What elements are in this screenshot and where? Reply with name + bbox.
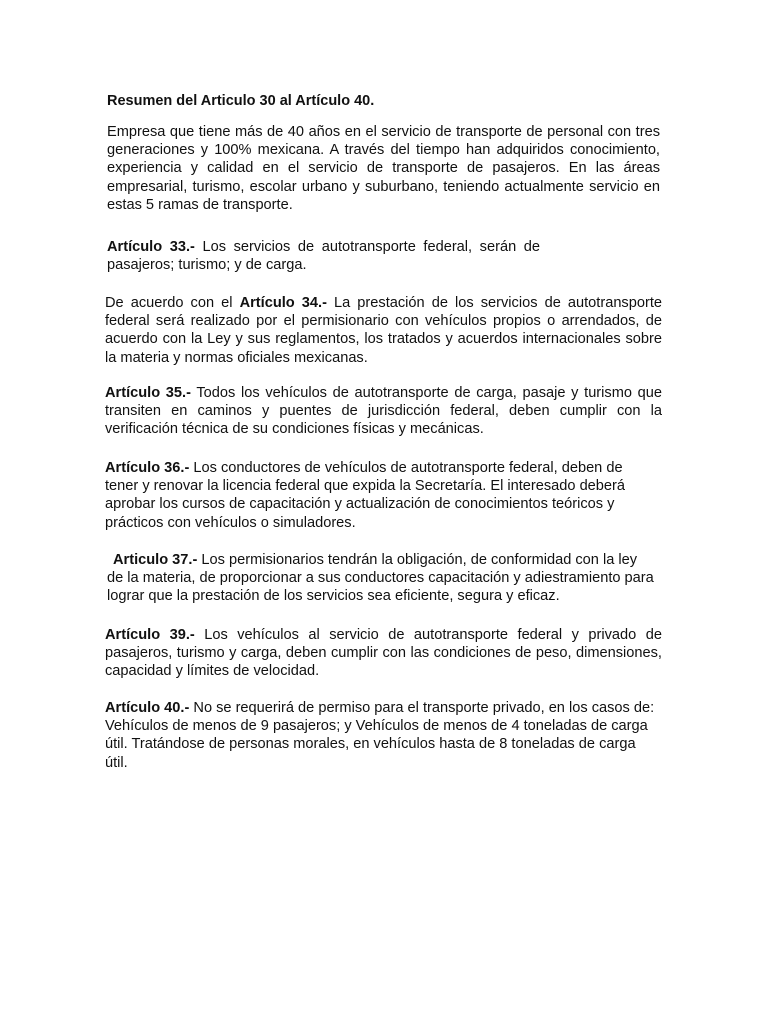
article-36-paragraph xyxy=(105,459,645,532)
article-33-paragraph xyxy=(107,238,540,274)
article-37-text: Los permisionarios tendrán la obligación, de conformidad con la ley de la materia, de proporcionar a sus conductores capacitación y adiestramiento para lograr que la prestación de los servicios sea eficiente, segura y eficaz. xyxy=(107,552,654,605)
article-34-paragraph xyxy=(105,294,662,367)
article-35-paragraph xyxy=(105,384,662,439)
article-34-label: Artículo 34.- xyxy=(239,295,327,311)
article-39-label: Artículo 39.- xyxy=(105,627,195,643)
article-35-text: Todos los vehículos de autotransporte de carga, pasaje y turismo que transiten en caminos y puentes de jurisdicción federal, deben cumplir con la verificación técnica de su condiciones físicas y mecánicas. xyxy=(105,385,663,438)
article-34-prefix: De acuerdo con el xyxy=(105,295,240,311)
article-33-label: Artículo 33.- xyxy=(107,239,195,255)
article-39-text: Los vehículos al servicio de autotransporte federal y privado de pasajeros, turismo y carga, deben cumplir con las condiciones de peso, dimensiones, capacidad y límites de velocidad. xyxy=(105,627,662,680)
article-34-text: La prestación de los servicios de autotransporte federal será realizado por el permisionario con vehículos propios o arrendados, de acuerdo con la Ley y sus reglamentos, los tratados y acuerdos internacionales sobre la materia y normas oficiales mexicanas. xyxy=(105,295,662,366)
article-40-text: No se requerirá de permiso para el transporte privado, en los casos de: Vehículos de menos de 9 pasajeros; y Vehículos de menos de 4 toneladas de carga útil. Tratándose de personas morales, en vehículos hasta de 8 toneladas de carga útil. xyxy=(105,700,655,771)
article-36-label: Artículo 36.- xyxy=(105,460,190,476)
document-title: Resumen del Articulo 30 al Artículo 40. xyxy=(107,93,375,109)
article-40-paragraph xyxy=(105,699,658,772)
article-36-text: Los conductores de vehículos de autotransporte federal, deben de tener y renovar la licencia federal que expida la Secretaría. El interesado deberá aprobar los cursos de capacitación y actualización de conocimientos teóricos y prácticos con vehículos o simuladores. xyxy=(105,460,626,531)
intro-paragraph: Empresa que tiene más de 40 años en el servicio de transporte de personal con tres generaciones y 100% mexicana. A través del tiempo han adquiridos conocimiento, experiencia y calidad en el servicio de transporte de pasajeros. En las áreas empresarial, turismo, escolar urbano y suburbano, teniendo actualmente servicio en estas 5 ramas de transporte. xyxy=(107,124,660,213)
article-37-paragraph xyxy=(107,551,654,606)
article-33-text: Los servicios de autotransporte federal, serán de pasajeros; turismo; y de carga. xyxy=(107,239,541,274)
article-35-label: Artículo 35.- xyxy=(105,385,191,401)
article-39-paragraph xyxy=(105,626,662,681)
article-37-label: Articulo 37.- xyxy=(113,552,198,568)
article-40-label: Artículo 40.- xyxy=(105,700,190,716)
